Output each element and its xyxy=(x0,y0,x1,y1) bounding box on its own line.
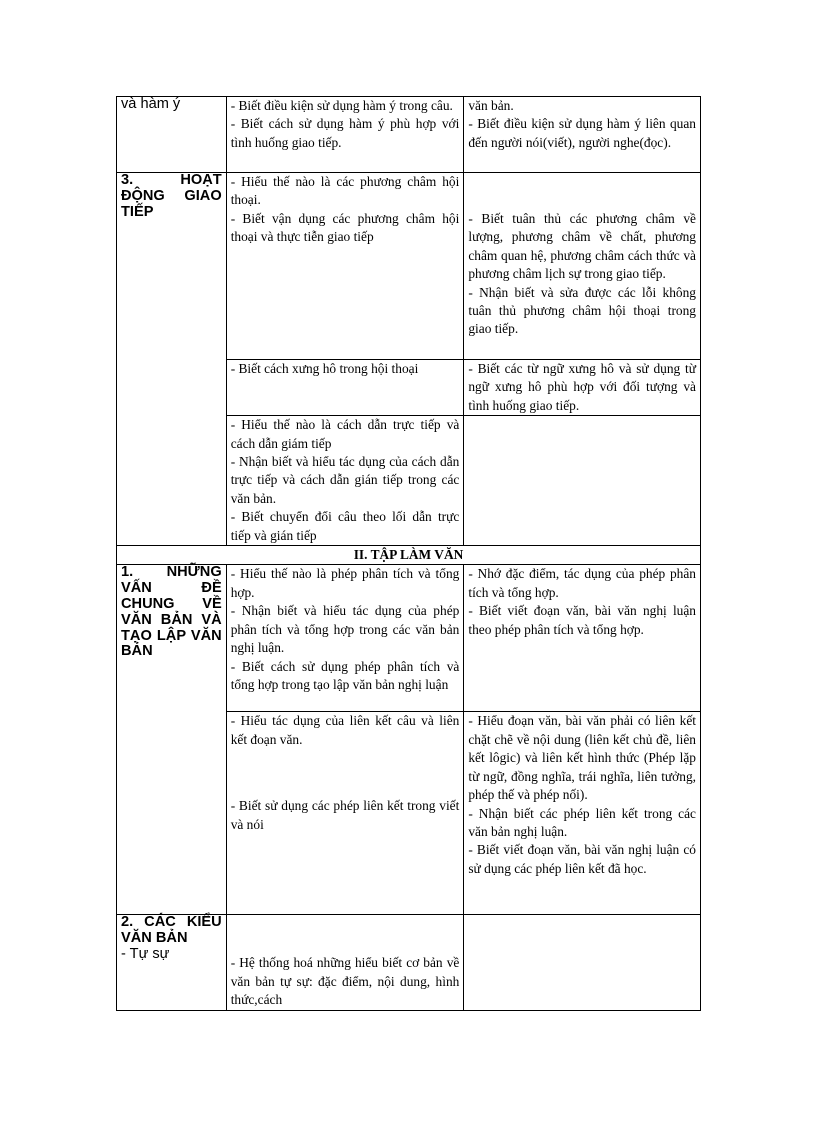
skill-item: - Biết điều kiện sử dụng hàm ý liên quan đến người nói(viết), người nghe(đọc). xyxy=(468,116,696,150)
skill-item: - Biết các từ ngữ xưng hô và sử dụng từ ngữ xưng hô phù hợp với đối tượng và tình huống giao tiếp. xyxy=(468,361,696,413)
topic-cell xyxy=(117,173,227,546)
knowledge-item: - Biết vận dụng các phương châm hội thoại và thực tiễn giao tiếp xyxy=(230,210,460,245)
skill-cell xyxy=(464,565,701,712)
knowledge-cell xyxy=(226,360,464,416)
topic-heading: 2. CÁC KIỂU VĂN BẢN xyxy=(121,914,222,947)
skill-cell xyxy=(464,915,701,1010)
table-row xyxy=(117,915,701,1010)
knowledge-item: - Biết cách xưng hô trong hội thoại xyxy=(230,361,419,376)
knowledge-cell xyxy=(226,97,464,173)
topic-heading: 3. HOẠT ĐỘNG GIAO TIẾP xyxy=(121,172,222,220)
document-page xyxy=(116,96,701,1011)
knowledge-item: - Hiểu thế nào là phép phân tích và tổng hợp. xyxy=(230,566,460,600)
knowledge-cell xyxy=(226,712,464,915)
knowledge-item: - Hiểu thế nào là các phương châm hội thoại. xyxy=(230,174,460,208)
skill-item: - Nhận biết và sửa được các lỗi không tuân thủ phương châm hội thoại trong giao tiếp. xyxy=(468,284,696,337)
skill-cell xyxy=(464,416,701,546)
table-row xyxy=(117,173,701,360)
skill-cell xyxy=(464,360,701,416)
topic-cell xyxy=(117,97,227,173)
knowledge-item: - Biết sử dụng các phép liên kết trong viết và nói xyxy=(230,798,460,832)
knowledge-item: - Biết cách sử dụng phép phân tích và tổng hợp trong tạo lập văn bản nghị luận xyxy=(230,658,460,692)
skill-item: - Nhận biết các phép liên kết trong các văn bản nghị luận. xyxy=(468,805,696,839)
knowledge-item: - Biết chuyển đổi câu theo lối dẫn trực tiếp và gián tiếp xyxy=(230,509,460,543)
knowledge-item: - Hiểu tác dụng của liên kết câu và liên kết đoạn văn. xyxy=(230,713,460,747)
knowledge-cell xyxy=(226,173,464,360)
topic-subheading: - Tự sự xyxy=(121,946,170,963)
table-row xyxy=(117,565,701,712)
curriculum-table xyxy=(116,96,701,1011)
skill-cell xyxy=(464,173,701,360)
skill-item: văn bản. xyxy=(468,98,514,113)
table-row xyxy=(117,97,701,173)
table-row xyxy=(117,546,701,565)
skill-item: - Nhớ đặc điểm, tác dụng của phép phân tích và tổng hợp. xyxy=(468,566,696,600)
skill-cell xyxy=(464,97,701,173)
knowledge-item: - Hiểu thế nào là cách dẫn trực tiếp và cách dẫn giám tiếp xyxy=(230,417,460,451)
skill-item: - Biết viết đoạn văn, bài văn nghị luận có sử dụng các phép liên kết đã học. xyxy=(468,842,696,876)
skill-item: - Hiểu đoạn văn, bài văn phải có liên kết chặt chẽ về nội dung (liên kết chủ đề, liên kết lôgic) và liên kết hình thức (Phép lặp từ ngữ, đồng nghĩa, trái nghĩa, liên tưởng, phép thế và phép nối). xyxy=(468,713,696,803)
knowledge-item: - Biết cách sử dụng hàm ý phù hợp với tình huống giao tiếp. xyxy=(230,116,460,150)
topic-text: và hàm ý xyxy=(121,96,181,112)
knowledge-item: - Nhận biết và hiểu tác dụng của cách dẫn trực tiếp và cách dẫn gián tiếp trong các văn bản. xyxy=(230,454,460,506)
knowledge-item: - Biết điều kiện sử dụng hàm ý trong câu. xyxy=(230,98,453,113)
knowledge-cell xyxy=(226,915,464,1010)
skill-item: - Biết viết đoạn văn, bài văn nghị luận theo phép phân tích và tổng hợp. xyxy=(468,603,696,637)
section-heading: II. TẬP LÀM VĂN xyxy=(117,546,701,565)
knowledge-cell xyxy=(226,565,464,712)
skill-cell xyxy=(464,712,701,915)
topic-cell xyxy=(117,915,227,1010)
knowledge-item: - Nhận biết và hiểu tác dụng của phép phân tích và tổng hợp trong các văn bản nghị luận. xyxy=(230,603,460,656)
topic-heading: 1. NHỮNG VẤN ĐỀ CHUNG VỀ VĂN BẢN VÀ TẠO LẬP VĂN BẢN xyxy=(121,564,222,660)
knowledge-item: - Hệ thống hoá những hiểu biết cơ bản về văn bản tự sự: đặc điểm, nội dung, hình thức,cách xyxy=(230,955,460,1008)
knowledge-cell xyxy=(226,416,464,546)
topic-cell xyxy=(117,565,227,915)
skill-item: - Biết tuân thủ các phương châm về lượng, phương châm về chất, phương châm quan hệ, phương châm cách thức và phương châm lịch sự trong giao tiếp. xyxy=(468,211,696,282)
